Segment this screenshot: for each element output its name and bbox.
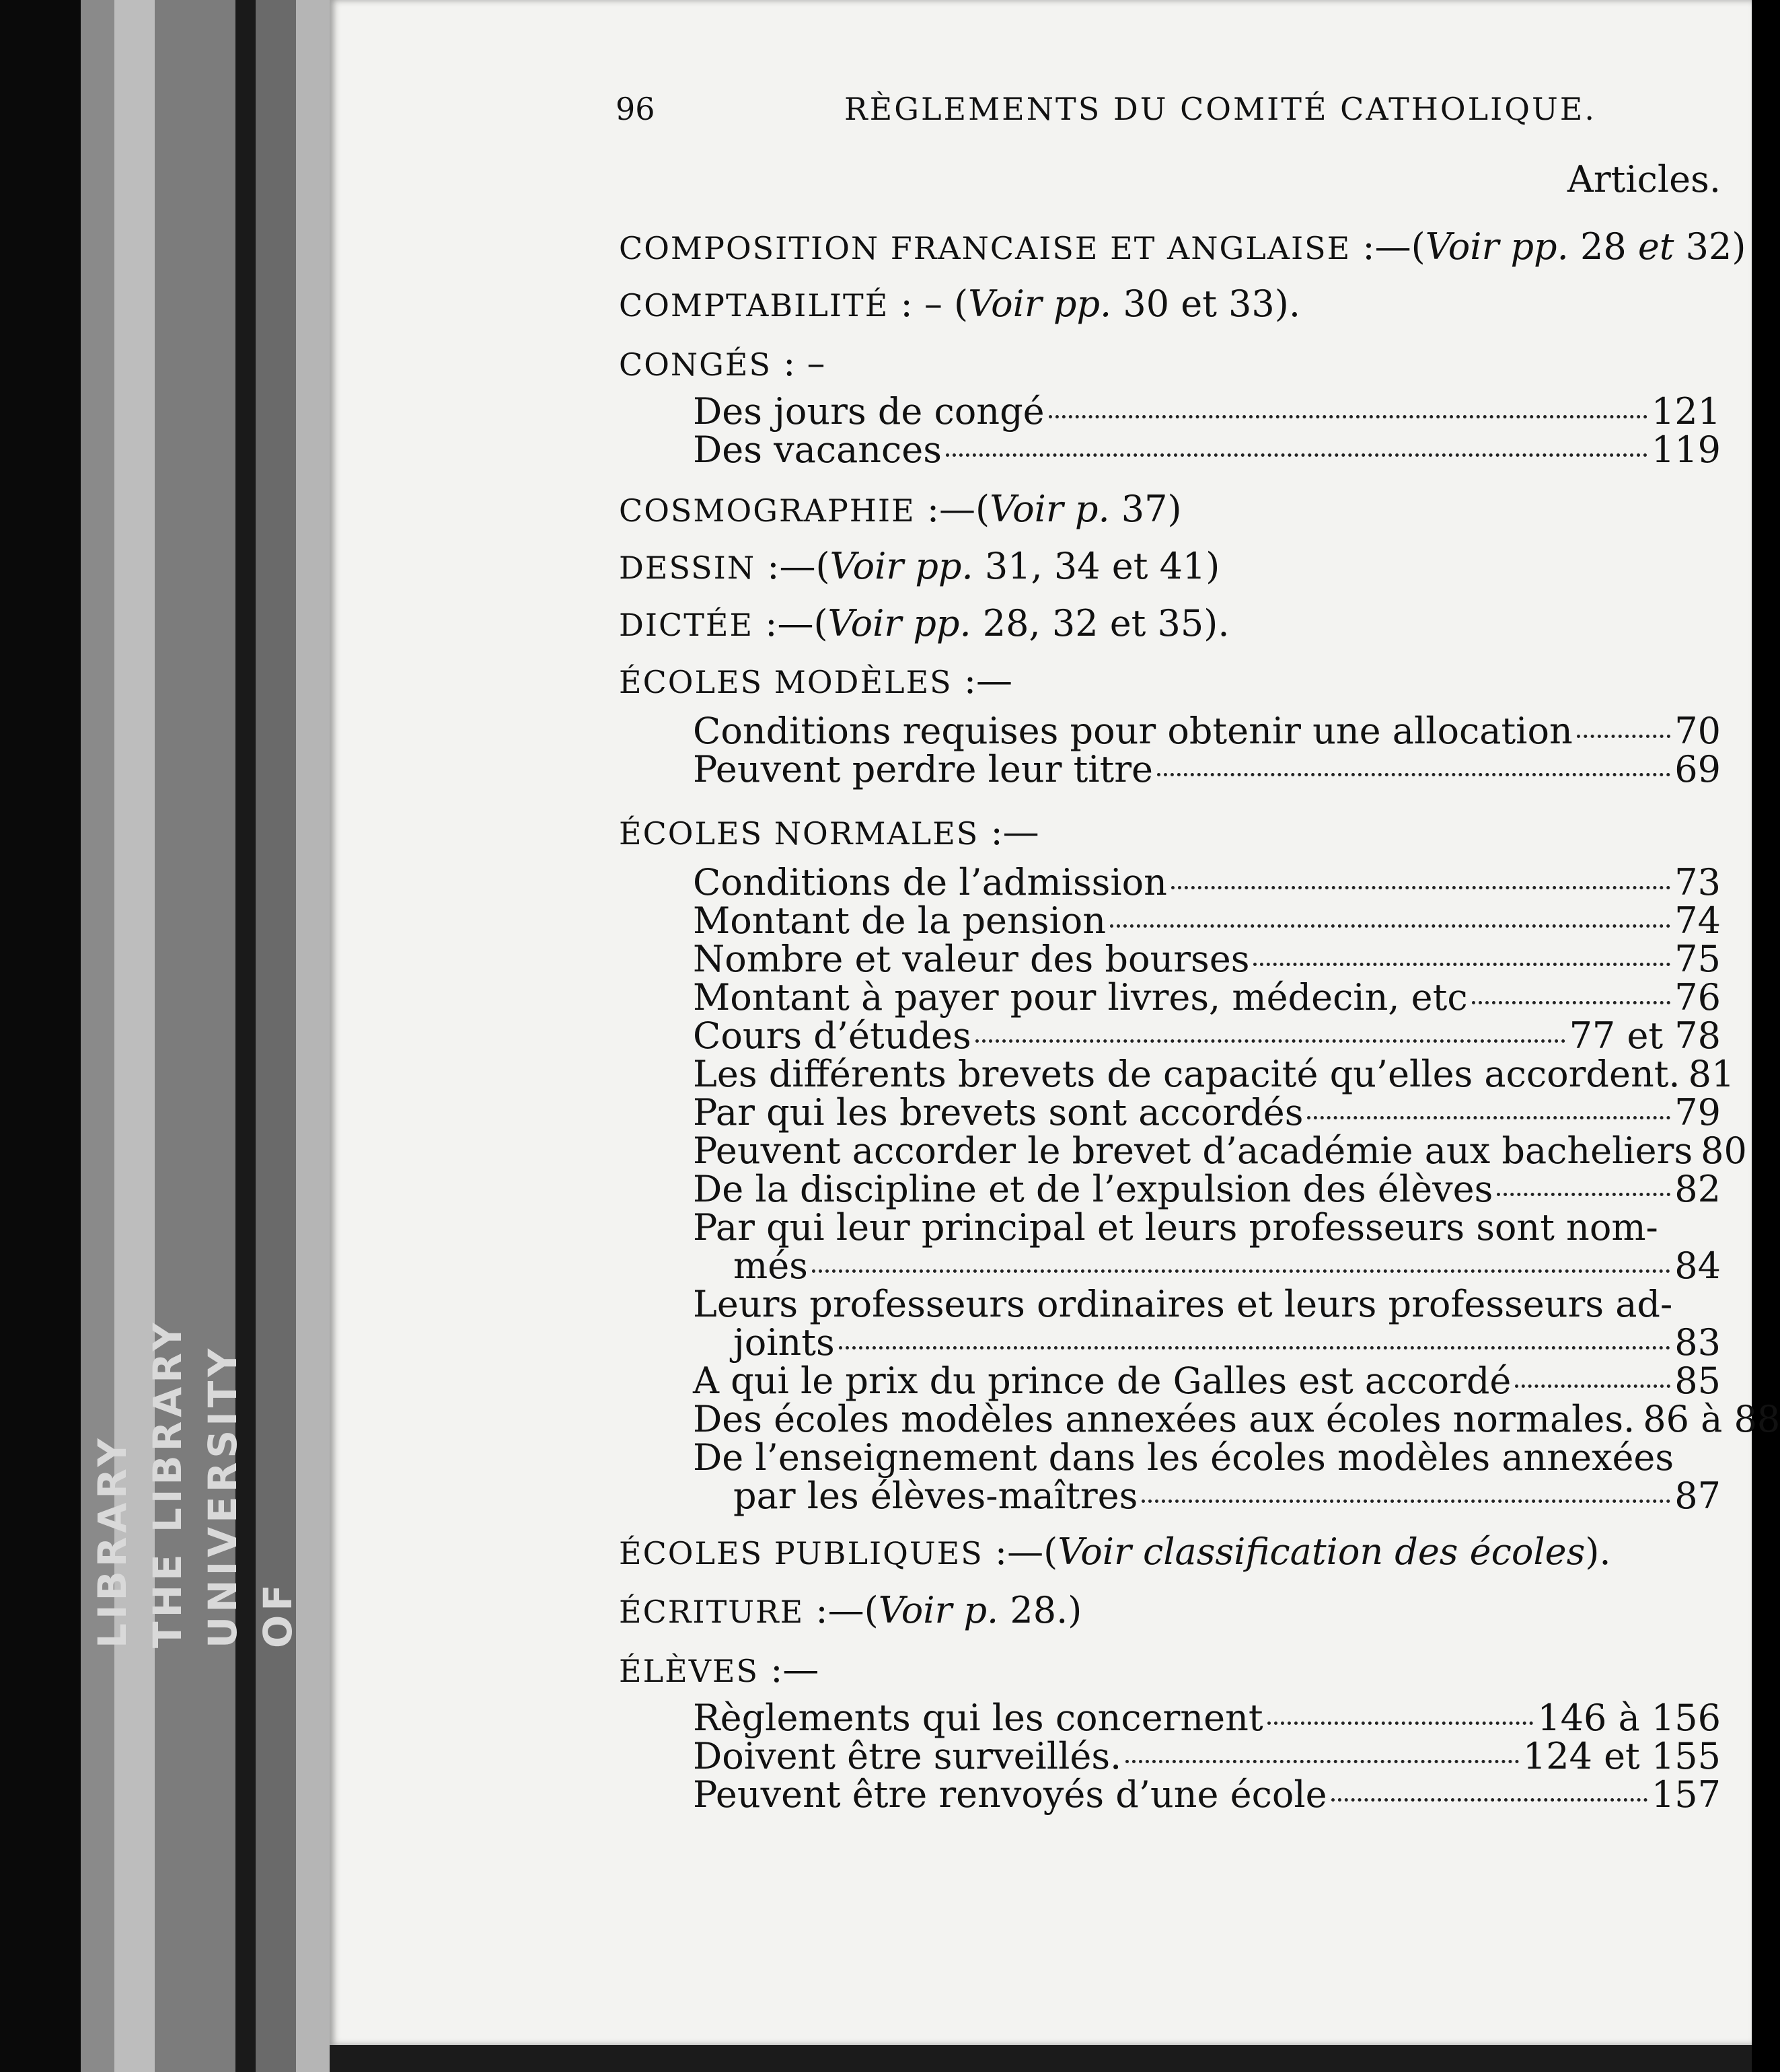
section-ref: 30 et 33).: [1111, 283, 1300, 325]
section-separator: :—(: [804, 1589, 879, 1631]
section-ref: 32): [1674, 225, 1746, 268]
entry-label: Par qui les brevets sont accordés: [693, 1091, 1304, 1134]
entry-label: A qui le prix du prince de Galles est accordé: [693, 1360, 1512, 1402]
entry-label-line: De l’enseignement dans les écoles modèles annexées: [693, 1436, 1674, 1479]
section-head: COSMOGRAPHIE: [619, 492, 916, 529]
entry-article-number: 77 et 78: [1569, 1014, 1721, 1057]
section-comptabilite: [619, 283, 1300, 325]
section-cosmographie: [619, 488, 1182, 530]
entry-label: Des écoles modèles annexées aux écoles normales.: [693, 1398, 1635, 1440]
section-ecoles-publiques: [619, 1530, 1611, 1573]
entry-article-number: 70: [1674, 710, 1721, 752]
section-ecoles-modeles: [619, 659, 1012, 702]
section-separator: : – (: [889, 283, 969, 325]
dot-leader: [1307, 1116, 1670, 1119]
entry-label: De la discipline et de l’expulsion des élèves: [693, 1168, 1493, 1210]
section-ref: 28: [1568, 225, 1638, 268]
entry-article-number: 157: [1651, 1773, 1721, 1816]
entry-label: joints: [733, 1321, 835, 1364]
section-separator: :—(: [753, 602, 828, 644]
section-separator: :—: [952, 659, 1013, 702]
index-entry: [693, 1130, 1747, 1172]
page-bottom-shadow: [330, 2045, 1752, 2072]
entry-label: Montant de la pension: [693, 899, 1107, 942]
entry-article-number: 85: [1674, 1360, 1721, 1402]
entry-article-number: 73: [1674, 861, 1721, 903]
section-head: ÉCOLES PUBLIQUES: [619, 1535, 984, 1571]
section-head: ÉLÈVES: [619, 1653, 759, 1689]
section-composition: [619, 225, 1746, 268]
section-head: ÉCOLES NORMALES: [619, 815, 979, 852]
section-ref: 31, 34 et 41): [973, 545, 1220, 587]
section-head: ÉCOLES MODÈLES: [619, 664, 953, 700]
entry-label-line: Par qui leur principal et leurs professeurs sont nom-: [693, 1206, 1658, 1249]
entry-article-number: 86 à 88: [1643, 1398, 1780, 1440]
index-entry: [693, 899, 1721, 942]
section-separator: : –: [772, 342, 825, 384]
entry-article-number: 87: [1674, 1475, 1721, 1517]
entry-article-number: 76: [1674, 976, 1721, 1019]
entry-article-number: 80: [1701, 1130, 1747, 1172]
dot-leader: [1497, 1193, 1670, 1196]
entry-article-number: 83: [1674, 1321, 1721, 1364]
section-dessin: [619, 545, 1220, 587]
dot-leader: [946, 453, 1647, 457]
page-edge-stripe: [296, 0, 330, 2072]
index-entry: [693, 1360, 1721, 1402]
entry-label: Montant à payer pour livres, médecin, etc: [693, 976, 1468, 1019]
index-entry: [693, 976, 1721, 1019]
book-fore-edge: [0, 0, 336, 2072]
section-ecoles-normales: [619, 811, 1039, 853]
section-ref: Voir p.: [990, 488, 1110, 530]
index-entry: [693, 1697, 1721, 1739]
section-head: COMPTABILITÉ: [619, 287, 889, 324]
dot-leader: [1110, 924, 1670, 928]
entry-label: Cours d’études: [693, 1014, 971, 1057]
section-head: DESSIN: [619, 550, 756, 586]
index-entry: [693, 938, 1721, 980]
index-entry: [693, 748, 1721, 790]
articles-column-header: Articles.: [1567, 158, 1721, 200]
entry-label: par les élèves-maîtres: [733, 1475, 1138, 1517]
index-entry: [693, 1091, 1721, 1134]
section-conges: [619, 342, 825, 384]
entry-label: Doivent être surveillés.: [693, 1735, 1122, 1777]
section-ref: et: [1637, 225, 1674, 268]
index-entry: [733, 1321, 1721, 1364]
entry-article-number: 146 à 156: [1537, 1697, 1721, 1739]
edge-stamp-text: THE LIBRARY: [145, 1319, 190, 1648]
entry-article-number: 124 et 155: [1522, 1735, 1721, 1777]
index-entry: [693, 1773, 1721, 1816]
entry-article-number: 75: [1674, 938, 1721, 980]
dot-leader: [1267, 1722, 1534, 1725]
index-entry: [693, 1014, 1721, 1057]
section-ref: Voir pp.: [1425, 225, 1569, 268]
section-dictee: [619, 602, 1230, 644]
section-separator: :—(: [915, 488, 990, 530]
entry-article-number: 81: [1688, 1053, 1735, 1095]
page: [330, 0, 1780, 2045]
dot-leader: [1171, 886, 1670, 889]
dot-leader: [839, 1346, 1671, 1349]
index-entry: [693, 861, 1721, 903]
entry-article-number: 79: [1674, 1091, 1721, 1134]
section-head: DICTÉE: [619, 607, 754, 643]
index-entry: [693, 1168, 1721, 1210]
entry-label: Peuvent être renvoyés d’une école: [693, 1773, 1327, 1816]
dot-leader: [1142, 1500, 1670, 1503]
edge-stamp-text: UNIVERSITY: [200, 1344, 246, 1648]
entry-article-number: 119: [1651, 429, 1721, 471]
index-entry: [733, 1475, 1721, 1517]
edge-stamp-text: LIBRARY: [89, 1434, 135, 1648]
entry-label: Les différents brevets de capacité qu’elles accordent.: [693, 1053, 1680, 1095]
section-separator: :—(: [983, 1530, 1058, 1573]
index-entry: [693, 1398, 1780, 1440]
entry-label: Règlements qui les concernent: [693, 1697, 1263, 1739]
entry-article-number: 84: [1674, 1245, 1721, 1287]
page-number: 96: [616, 91, 655, 127]
index-entry: [693, 390, 1721, 433]
section-head: ÉCRITURE: [619, 1594, 805, 1630]
dot-leader: [1157, 773, 1670, 776]
entry-label: Des vacances: [693, 429, 942, 471]
dot-leader: [1331, 1798, 1647, 1802]
section-separator: :—: [979, 811, 1039, 853]
section-eleves: [619, 1648, 819, 1691]
section-head: CONGÉS: [619, 346, 772, 383]
entry-label: Des jours de congé: [693, 390, 1045, 433]
section-ref: Voir classification des écoles: [1058, 1530, 1586, 1573]
entry-article-number: 74: [1674, 899, 1721, 942]
section-ref: Voir pp.: [827, 602, 971, 644]
index-entry: [693, 1053, 1735, 1095]
index-entry: [693, 710, 1721, 752]
edge-stamp: [89, 706, 301, 1648]
edge-stamp-text: OF: [255, 1580, 301, 1648]
dot-leader: [812, 1269, 1670, 1273]
section-ref: Voir pp.: [829, 545, 973, 587]
entry-article-number: 69: [1674, 748, 1721, 790]
section-separator: :—(: [1351, 225, 1425, 268]
section-ref: 37): [1109, 488, 1182, 530]
section-separator: :—: [759, 1648, 819, 1691]
section-separator: :—(: [755, 545, 830, 587]
entry-article-number: 121: [1651, 390, 1721, 433]
dot-leader: [1577, 735, 1671, 738]
section-head: COMPOSITION FRANCAISE ET ANGLAISE: [619, 230, 1351, 266]
running-head: RÈGLEMENTS DU COMITÉ CATHOLIQUE.: [844, 91, 1596, 127]
section-ref: 28.): [998, 1589, 1082, 1631]
entry-label-line: Leurs professeurs ordinaires et leurs professeurs ad-: [693, 1283, 1673, 1325]
dot-leader: [1253, 963, 1670, 966]
section-ref: Voir p.: [878, 1589, 999, 1631]
dot-leader: [1472, 1001, 1671, 1004]
index-entry: [693, 429, 1721, 471]
index-entry: [733, 1245, 1721, 1287]
entry-label: més: [733, 1245, 808, 1287]
index-entry: [693, 1735, 1721, 1777]
section-ref: Voir pp.: [968, 283, 1112, 325]
dot-leader: [1125, 1760, 1519, 1763]
section-ref: 28, 32 et 35).: [971, 602, 1230, 644]
entry-label: Conditions de l’admission: [693, 861, 1167, 903]
entry-article-number: 82: [1674, 1168, 1721, 1210]
entry-label: Peuvent accorder le brevet d’académie aux bacheliers: [693, 1130, 1693, 1172]
entry-label: Peuvent perdre leur titre: [693, 748, 1154, 790]
entry-label: Conditions requises pour obtenir une allocation: [693, 710, 1573, 752]
dot-leader: [1049, 415, 1647, 418]
dot-leader: [975, 1039, 1565, 1043]
section-ecriture: [619, 1589, 1082, 1631]
entry-label: Nombre et valeur des bourses: [693, 938, 1250, 980]
dot-leader: [1515, 1384, 1670, 1388]
section-ref: ).: [1585, 1530, 1611, 1573]
